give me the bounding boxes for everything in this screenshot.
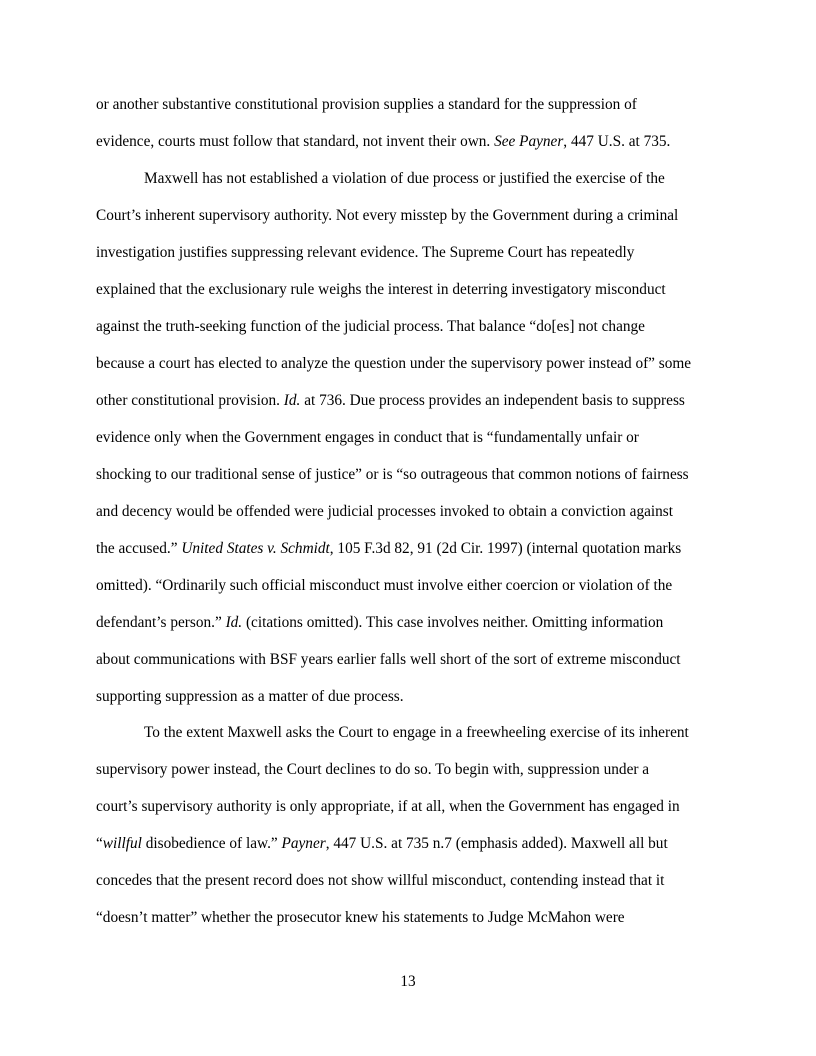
text-run: concedes that the present record does not show willful misconduct, contending instead that it <box>96 872 665 889</box>
citation-italic: Id. <box>225 614 243 631</box>
text-run: To the extent Maxwell asks the Court to engage in a freewheeling exercise of its inherent <box>144 724 689 741</box>
paragraph-first-line <box>144 723 689 743</box>
text-run: , 447 U.S. at 735. <box>563 133 671 150</box>
text-run: against the truth-seeking function of the judicial process. That balance “do[es] not change <box>96 318 645 335</box>
citation-italic: See Payner <box>494 133 564 150</box>
body-line <box>96 317 645 337</box>
text-run: investigation justifies suppressing relevant evidence. The Supreme Court has repeatedly <box>96 244 635 261</box>
body-line <box>96 760 649 780</box>
text-run: evidence, courts must follow that standard, not invent their own. <box>96 133 495 150</box>
text-run: defendant’s person.” <box>96 614 226 631</box>
text-run: “ <box>96 835 103 852</box>
body-line <box>96 687 404 707</box>
body-line <box>96 502 673 522</box>
text-run: , 447 U.S. at 735 n.7 (emphasis added). Maxwell all but <box>325 835 668 852</box>
body-line <box>96 650 681 670</box>
emphasis-italic: willful <box>102 835 142 852</box>
body-line <box>96 871 664 891</box>
body-line <box>96 908 625 928</box>
body-line <box>96 576 672 596</box>
body-line <box>96 280 666 300</box>
text-run: (citations omitted). This case involves neither. Omitting information <box>242 614 664 631</box>
body-line <box>96 243 634 263</box>
body-line <box>96 797 680 817</box>
text-run: explained that the exclusionary rule weighs the interest in deterring investigatory misconduct <box>96 281 666 298</box>
text-run: because a court has elected to analyze the question under the supervisory power instead of” some <box>96 355 692 372</box>
citation-italic: Id. <box>283 392 301 409</box>
text-run: supervisory power instead, the Court declines to do so. To begin with, suppression under a <box>96 761 650 778</box>
text-run: , 105 F.3d 82, 91 (2d Cir. 1997) (internal quotation marks <box>329 540 682 557</box>
text-run: disobedience of law.” <box>141 835 282 852</box>
body-line <box>96 354 691 374</box>
text-run: or another substantive constitutional provision supplies a standard for the suppression of <box>96 96 637 113</box>
body-line <box>96 465 689 485</box>
text-run: “doesn’t matter” whether the prosecutor knew his statements to Judge McMahon were <box>96 909 625 926</box>
page-number: 13 <box>400 973 416 990</box>
text-run: supporting suppression as a matter of due process. <box>96 688 404 705</box>
body-line <box>96 132 670 152</box>
text-run: at 736. Due process provides an independent basis to suppress <box>300 392 685 409</box>
paragraph-first-line <box>144 169 665 189</box>
text-run: and decency would be offended were judicial processes invoked to obtain a conviction against <box>96 503 673 520</box>
text-run: other constitutional provision. <box>96 392 284 409</box>
text-run: shocking to our traditional sense of justice” or is “so outrageous that common notions of fairness <box>96 466 689 483</box>
text-run: Court’s inherent supervisory authority. Not every misstep by the Government during a criminal <box>96 207 679 224</box>
text-run: the accused.” <box>96 540 182 557</box>
citation-italic: Payner <box>281 835 326 852</box>
case-name-italic: United States v. Schmidt <box>181 540 330 557</box>
body-line <box>96 539 681 559</box>
body-line <box>96 613 663 633</box>
body-line <box>96 206 678 226</box>
text-run: Maxwell has not established a violation of due process or justified the exercise of the <box>144 170 665 187</box>
body-line <box>96 834 668 854</box>
text-run: evidence only when the Government engages in conduct that is “fundamentally unfair or <box>96 429 639 446</box>
text-run: about communications with BSF years earlier falls well short of the sort of extreme misconduct <box>96 651 681 668</box>
body-line <box>96 391 685 411</box>
text-run: omitted). “Ordinarily such official misconduct must involve either coercion or violation of the <box>96 577 673 594</box>
text-run: court’s supervisory authority is only appropriate, if at all, when the Government has engaged in <box>96 798 680 815</box>
body-line <box>96 95 637 115</box>
body-line <box>96 428 639 448</box>
